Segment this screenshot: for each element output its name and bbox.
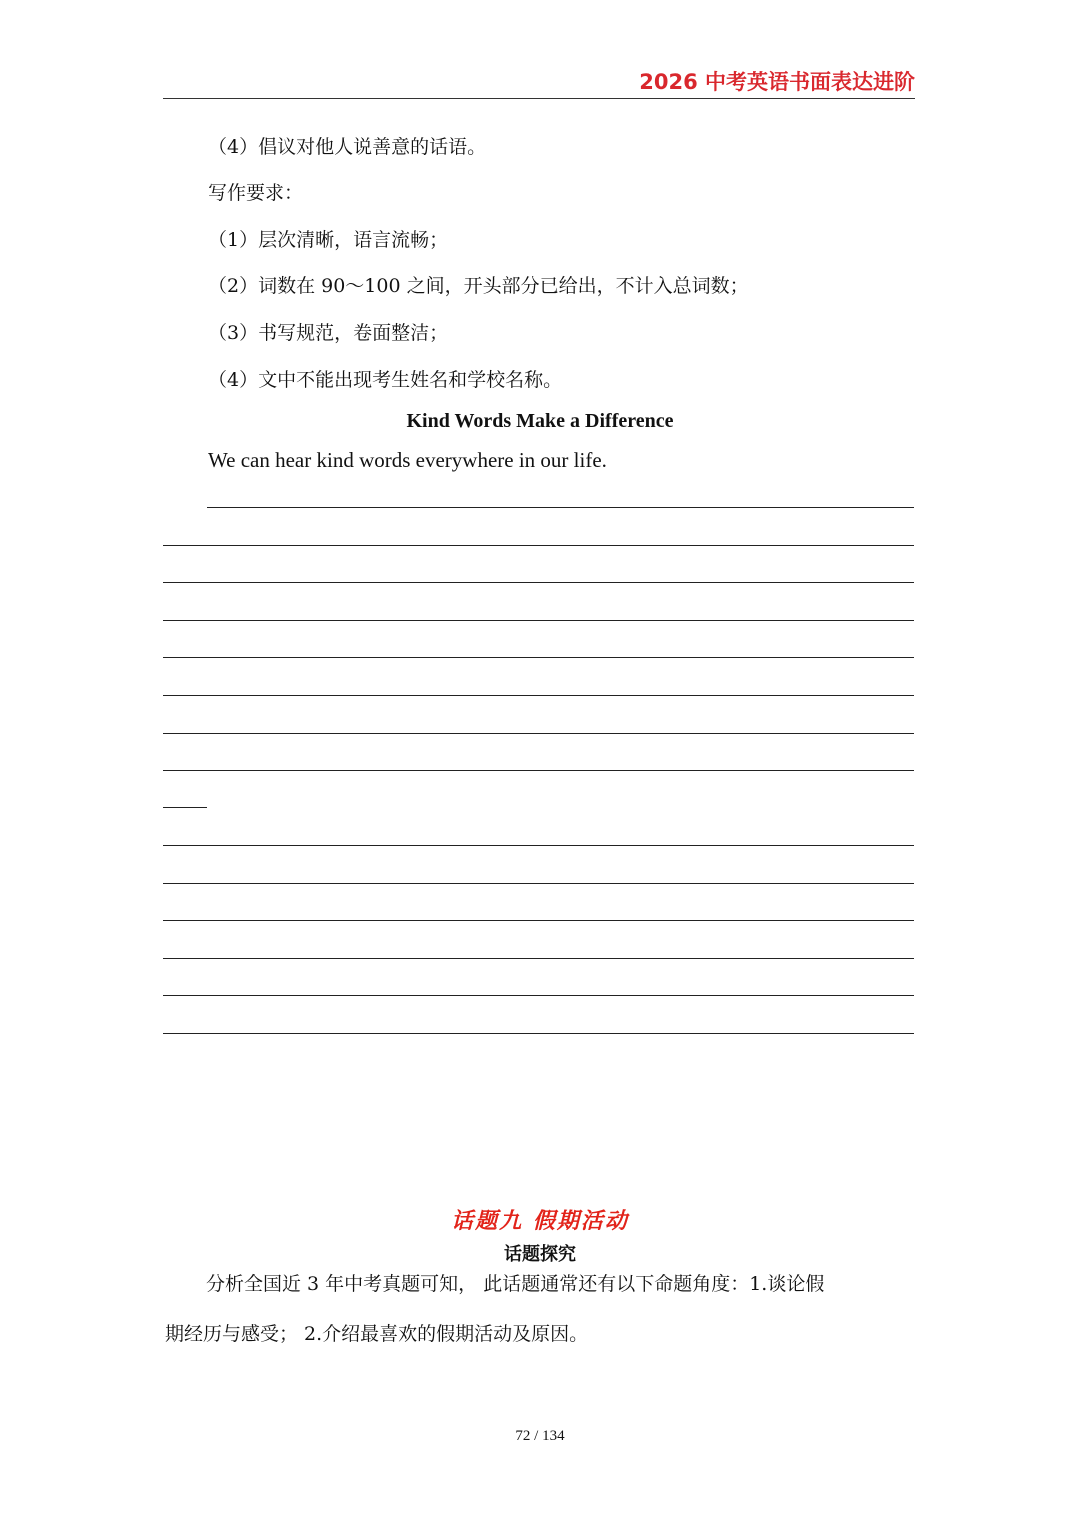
writing-line[interactable]: [163, 958, 914, 959]
requirements-heading: 写作要求：: [208, 182, 304, 204]
writing-line[interactable]: [163, 695, 914, 696]
header-title: 2026 中考英语书面表达进阶: [639, 70, 915, 94]
topic-title: 话题九 假期活动: [451, 1209, 629, 1234]
writing-line[interactable]: [163, 770, 914, 771]
header-rule: [163, 98, 915, 99]
writing-line[interactable]: [163, 845, 914, 846]
requirement-line-2: （1）层次清晰，语言流畅；: [208, 229, 449, 251]
topic-paragraph-line-1: 分析全国近 3 年中考真题可知， 此话题通常还有以下命题角度：1.谈论假: [206, 1273, 825, 1295]
page-number: 72 / 134: [515, 1428, 565, 1444]
writing-line[interactable]: [163, 995, 914, 996]
writing-line[interactable]: [163, 1033, 914, 1034]
writing-line-short[interactable]: [163, 807, 207, 808]
writing-line[interactable]: [163, 582, 914, 583]
requirement-line-5: （4）文中不能出现考生姓名和学校名称。: [208, 369, 563, 391]
requirement-line-3: （2）词数在 90～100 之间，开头部分已给出，不计入总词数；: [208, 275, 749, 297]
topic-subtitle: 话题探究: [504, 1244, 576, 1265]
requirement-line-4: （3）书写规范，卷面整洁；: [208, 322, 449, 344]
writing-line[interactable]: [163, 657, 914, 658]
writing-line[interactable]: [163, 883, 914, 884]
topic-paragraph-line-2: 期经历与感受； 2.介绍最喜欢的假期活动及原因。: [165, 1323, 589, 1345]
essay-title: Kind Words Make a Difference: [406, 410, 674, 432]
writing-line[interactable]: [163, 545, 914, 546]
writing-line[interactable]: [207, 507, 914, 508]
writing-line[interactable]: [163, 733, 914, 734]
writing-line[interactable]: [163, 620, 914, 621]
requirement-line-1: （4）倡议对他人说善意的话语。: [208, 136, 487, 158]
essay-opening-sentence: We can hear kind words everywhere in our life.: [208, 448, 607, 472]
writing-line[interactable]: [163, 920, 914, 921]
